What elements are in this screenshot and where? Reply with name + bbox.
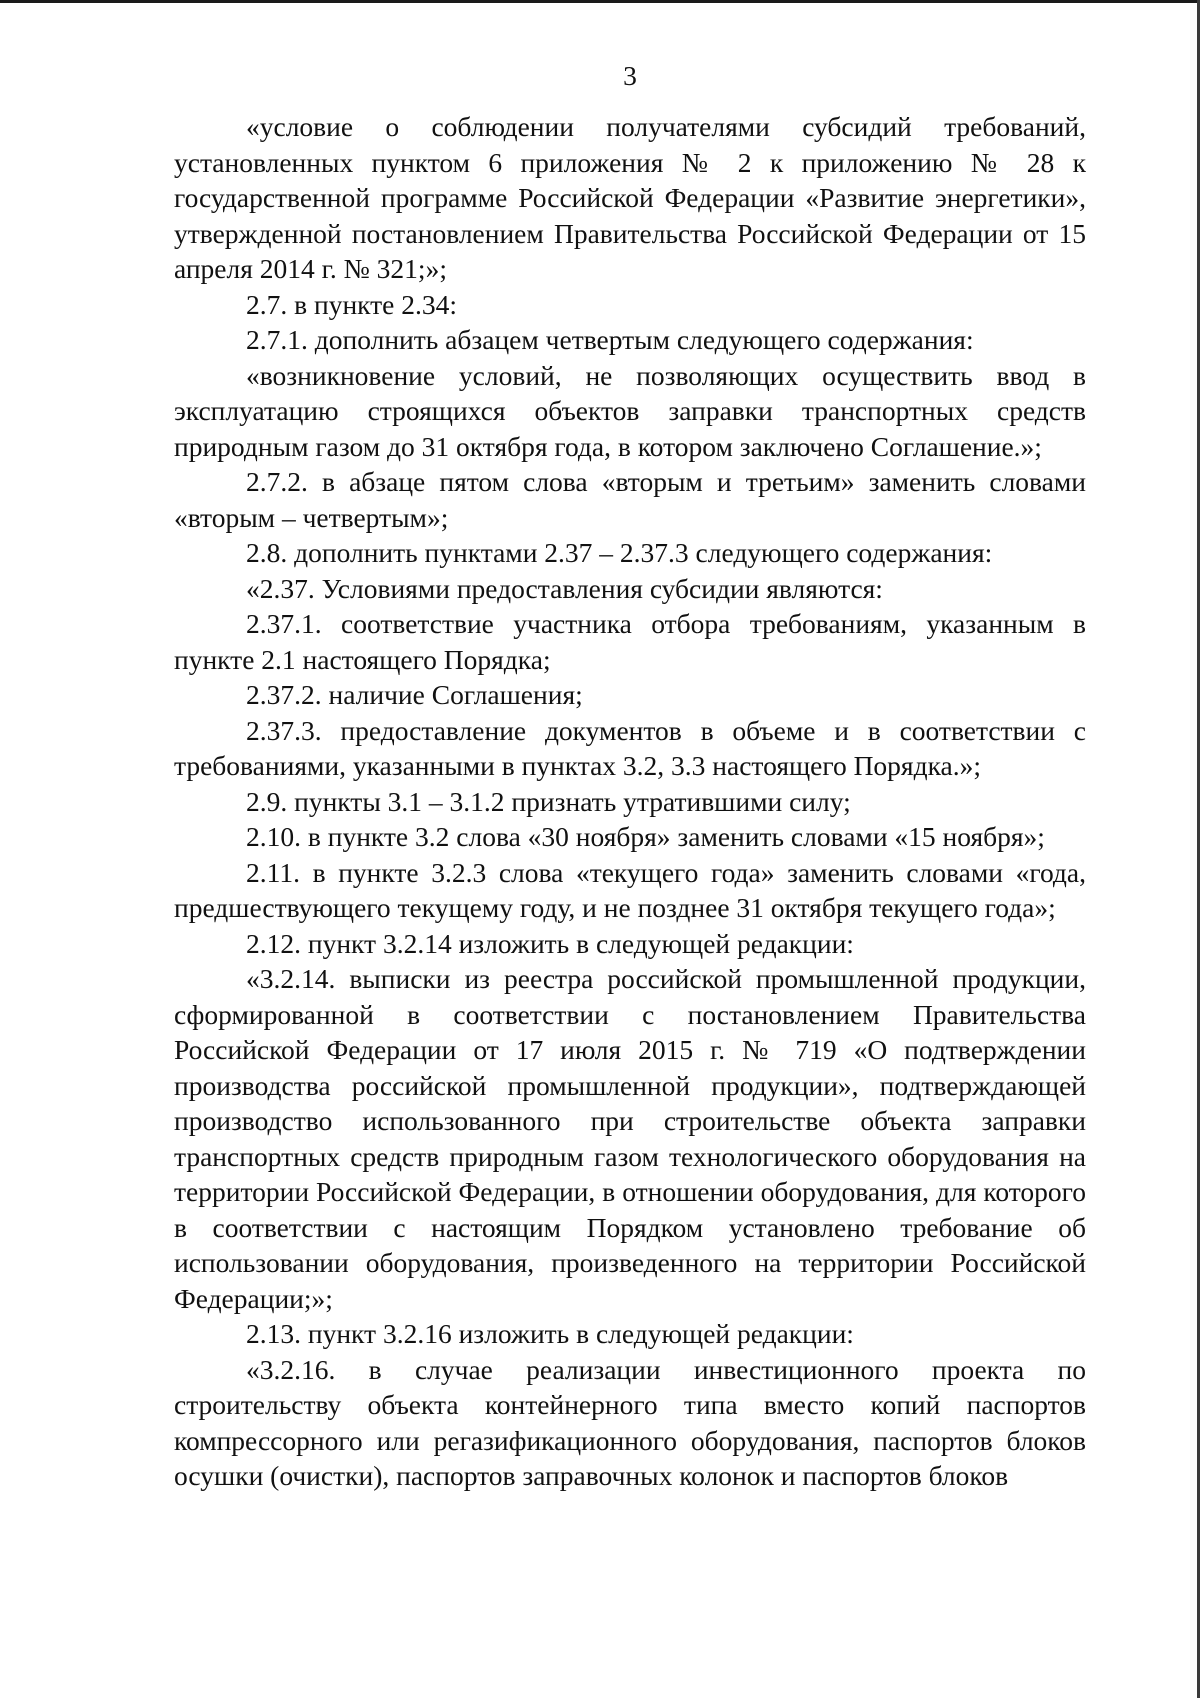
paragraph-2-12: 2.12. пункт 3.2.14 изложить в следующей редакции: — [246, 927, 854, 959]
paragraph-2-7: 2.7. в пункте 2.34: — [246, 288, 458, 320]
paragraph-3-2-14: «3.2.14. выписки из реестра российской промышленной продукции, сформированной в соответствии с постановлением Правительства Российской Федерации от 17 июля 2015 г. № 719 «О подтверждении производства российской промышленной продукции», подтверждающей производство использованного при строительстве объекта заправки транспортных средств природным газом технологического оборудования на территории Российской Федерации, в отношении оборудования, для которого в соответствии с настоящим Порядком установлено требование об использовании оборудования, произведенного на территории Российской Федерации;»; — [174, 963, 1086, 1314]
paragraph-2-11: 2.11. в пункте 3.2.3 слова «текущего года» заменить словами «года, предшествующего текущему году, и не позднее 31 октября текущего года»; — [174, 856, 1086, 923]
paragraph-2-13: 2.13. пункт 3.2.16 изложить в следующей редакции: — [246, 1318, 854, 1349]
paragraph-2-7-2: 2.7.2. в абзаце пятом слова «вторым и третьим» заменить словами «вторым – четвертым»; — [174, 466, 1086, 533]
paragraph-2-37-1: 2.37.1. соответствие участника отбора требованиям, указанным в пункте 2.1 настоящего Порядка; — [174, 608, 1086, 675]
paragraph-2-37-2: 2.37.2. наличие Соглашения; — [246, 679, 583, 710]
paragraph-2-10: 2.10. в пункте 3.2 слова «30 ноября» заменить словами «15 ноября»; — [246, 821, 1045, 852]
paragraph-2-7-1: 2.7.1. дополнить абзацем четвертым следующего содержания: — [246, 324, 974, 355]
paragraph-3-2-16: «3.2.16. в случае реализации инвестиционного проекта по строительству объекта контейнерного типа вместо копий паспортов компрессорного или регазификационного оборудования, паспортов блоков осушки (очистки), паспортов заправочных колонок и паспортов блоков — [174, 1353, 1086, 1491]
paragraph-condition-compliance: «условие о соблюдении получателями субсидий требований, установленных пунктом 6 приложения № 2 к приложению № 28 к государственной программе Российской Федерации «Развитие энергетики», утвержденной постановлением Правительства Российской Федерации от 15 апреля 2014 г. № 321;»; — [174, 111, 1086, 284]
paragraph-2-8: 2.8. дополнить пунктами 2.37 – 2.37.3 следующего содержания: — [246, 537, 993, 568]
paragraph-occurrence-conditions: «возникновение условий, не позволяющих осуществить ввод в эксплуатацию строящихся объектов заправки транспортных средств природным газом до 31 октября года, в котором заключено Соглашение.»; — [174, 359, 1086, 462]
paragraph-2-9: 2.9. пункты 3.1 – 3.1.2 признать утратившими силу; — [246, 785, 851, 817]
document-page — [174, 58, 1086, 1494]
page-number: 3 — [623, 60, 637, 91]
paragraph-2-37: «2.37. Условиями предоставления субсидии являются: — [246, 572, 883, 604]
paragraph-2-37-3: 2.37.3. предоставление документов в объеме и в соответствии с требованиями, указанными в пунктах 3.2, 3.3 настоящего Порядка.»; — [174, 714, 1086, 781]
scan-edge-top — [0, 0, 1200, 3]
